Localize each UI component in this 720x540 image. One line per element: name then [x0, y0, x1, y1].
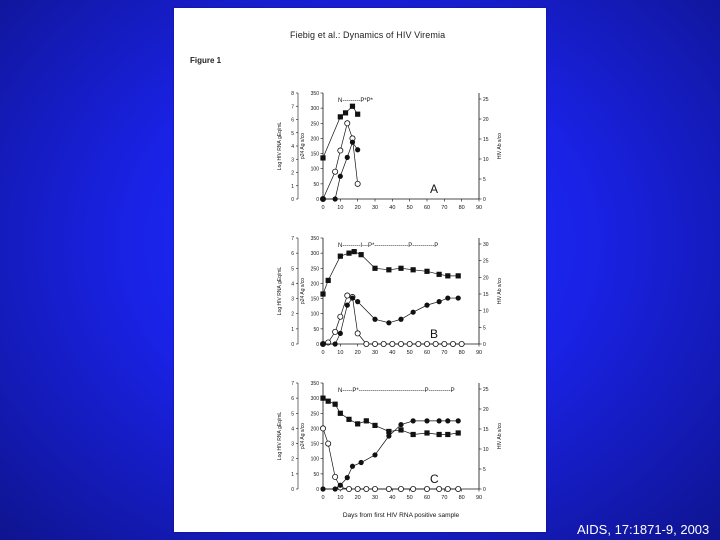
y-left-tick-label-rna: 2 [291, 311, 294, 318]
y-left-tick-label-rna: 3 [291, 157, 294, 164]
data-point-ab [359, 460, 364, 465]
y-right-tick-label: 20 [483, 407, 489, 413]
x-tick-label: 60 [423, 350, 431, 356]
y-label-ab: HIV Ab s/co [497, 132, 503, 160]
y-left-tick-label-p24: 0 [316, 342, 319, 348]
data-point-p24 [346, 486, 351, 491]
data-point-rna [338, 411, 343, 416]
y-left-tick-label-p24: 350 [310, 236, 319, 242]
data-point-rna [364, 418, 369, 423]
data-point-ab [333, 196, 338, 201]
document-header: Fiebig et al.: Dynamics of HIV Viremia [290, 30, 446, 40]
y-left-tick-label-p24: 100 [310, 456, 319, 463]
y-right-tick-label: 15 [483, 292, 489, 298]
data-point-ab [411, 310, 416, 315]
figure-label: Figure 1 [190, 56, 222, 65]
y-left-tick-label-rna: 7 [291, 104, 294, 111]
data-point-rna [326, 278, 331, 283]
y-right-tick-label: 5 [483, 325, 486, 332]
y-left-tick-label-rna: 5 [291, 411, 294, 418]
data-point-rna [338, 114, 343, 119]
figure-1-chart [174, 8, 546, 532]
citation-text: AIDS, 17:1871-9, 2003 [577, 522, 710, 537]
y-label-p24: p24 Ag s/co [300, 132, 306, 160]
y-right-tick-label: 25 [483, 387, 489, 393]
data-point-p24 [364, 341, 369, 346]
y-right-tick-label: 5 [483, 177, 486, 183]
data-point-rna [355, 421, 360, 426]
y-left-tick-label-p24: 0 [316, 197, 319, 203]
data-point-rna [320, 155, 325, 160]
data-point-rna [445, 432, 450, 437]
data-point-rna [326, 399, 331, 404]
y-left-tick-label-rna: 4 [291, 426, 294, 433]
data-point-ab [445, 295, 450, 300]
data-point-rna [333, 402, 338, 407]
data-point-p24 [355, 331, 360, 336]
data-point-rna [346, 417, 351, 422]
panel-annotation: N---------P*P* [338, 98, 373, 104]
x-tick-label: 80 [458, 350, 465, 356]
x-tick-label: 60 [423, 495, 431, 501]
data-point-p24 [386, 486, 391, 491]
data-point-p24 [355, 181, 360, 186]
y-right-tick-label: 30 [483, 242, 489, 248]
data-point-p24 [450, 341, 455, 346]
x-tick-label: 70 [441, 495, 448, 501]
y-right-tick-label: 5 [483, 467, 486, 473]
x-tick-label: 0 [321, 205, 325, 211]
y-right-tick-label: 10 [483, 308, 489, 315]
x-tick-label: 50 [406, 205, 413, 211]
y-label-rna: Log HIV RNA gEq/mL [277, 411, 283, 461]
data-point-ab [456, 295, 461, 300]
data-point-p24 [437, 486, 442, 491]
data-point-rna [386, 267, 391, 272]
y-left-tick-label-p24: 100 [310, 166, 319, 173]
y-left-tick-label-rna: 0 [291, 197, 294, 203]
data-point-p24 [364, 486, 369, 491]
data-point-p24 [326, 441, 331, 446]
data-point-ab [437, 299, 442, 304]
panel-letter: B [430, 327, 439, 341]
y-right-tick-label: 25 [483, 258, 489, 265]
data-point-rna [411, 267, 416, 272]
x-tick-label: 50 [406, 350, 413, 356]
data-point-rna [398, 266, 403, 271]
data-point-rna [437, 432, 442, 437]
x-tick-label: 50 [406, 495, 413, 501]
panel-annotation: N---------I---P*-----------------P-----------P [338, 243, 439, 249]
y-right-tick-label: 15 [483, 427, 489, 433]
data-point-p24 [355, 486, 360, 491]
data-point-rna [424, 269, 429, 274]
data-point-ab [355, 299, 360, 304]
data-point-rna [424, 430, 429, 435]
data-point-p24 [424, 341, 429, 346]
y-right-tick-label: 0 [483, 342, 486, 348]
y-left-tick-label-p24: 300 [310, 396, 319, 403]
x-tick-label: 40 [389, 205, 396, 211]
data-point-ab [456, 418, 461, 423]
y-label-p24: p24 Ag s/co [300, 277, 306, 305]
y-left-tick-label-rna: 1 [291, 326, 294, 333]
data-point-p24 [390, 341, 395, 346]
data-point-ab [338, 483, 343, 488]
y-left-tick-label-p24: 50 [313, 471, 319, 478]
data-point-p24 [372, 486, 377, 491]
x-tick-label: 90 [475, 350, 483, 356]
data-point-rna [445, 273, 450, 278]
y-left-tick-label-rna: 3 [291, 296, 294, 303]
data-point-ab [338, 331, 343, 336]
y-left-tick-label-rna: 5 [291, 130, 294, 137]
data-point-p24 [416, 341, 421, 346]
y-left-tick-label-rna: 7 [291, 236, 294, 242]
document-page [174, 8, 546, 532]
data-point-rna [346, 251, 351, 256]
y-left-tick-label-p24: 250 [310, 266, 319, 273]
y-left-tick-label-rna: 7 [291, 381, 294, 387]
y-left-tick-label-rna: 5 [291, 266, 294, 273]
x-tick-label: 60 [423, 205, 431, 211]
data-point-ab [445, 418, 450, 423]
y-left-tick-label-p24: 250 [310, 121, 319, 128]
y-left-tick-label-p24: 150 [310, 441, 319, 448]
data-point-p24 [338, 148, 343, 153]
y-left-tick-label-p24: 300 [310, 106, 319, 113]
data-point-ab [398, 422, 403, 427]
x-axis-label: Days from first HIV RNA positive sample [342, 512, 460, 519]
y-left-tick-label-rna: 0 [291, 487, 294, 493]
data-point-rna [437, 272, 442, 277]
data-point-p24 [333, 329, 338, 334]
data-point-p24 [333, 169, 338, 174]
data-point-p24 [345, 121, 350, 126]
y-left-tick-label-rna: 6 [291, 251, 294, 258]
data-point-rna [320, 396, 325, 401]
y-label-ab: HIV Ab s/co [497, 422, 503, 450]
x-tick-label: 90 [475, 495, 483, 501]
panel-letter: C [430, 472, 439, 486]
x-tick-label: 20 [354, 350, 361, 356]
x-tick-label: 80 [458, 495, 465, 501]
series-line-p24-ag [323, 123, 358, 199]
y-left-tick-label-rna: 6 [291, 396, 294, 403]
x-tick-label: 90 [475, 205, 483, 211]
panel-annotation: N-----P*---------------------------------P-----------P [338, 388, 455, 394]
data-point-rna [355, 112, 360, 117]
data-point-rna [350, 104, 355, 109]
y-left-tick-label-p24: 50 [313, 181, 319, 188]
data-point-ab [437, 418, 442, 423]
x-tick-label: 20 [354, 205, 361, 211]
y-right-tick-label: 0 [483, 197, 486, 203]
data-point-p24 [456, 486, 461, 491]
y-left-tick-label-p24: 200 [310, 136, 319, 143]
y-left-tick-label-rna: 8 [291, 91, 294, 97]
data-point-ab [424, 303, 429, 308]
data-point-ab [320, 196, 325, 201]
x-tick-label: 10 [337, 205, 344, 211]
y-left-tick-label-rna: 1 [291, 471, 294, 478]
data-point-ab [372, 452, 377, 457]
y-left-tick-label-rna: 0 [291, 342, 294, 348]
x-tick-label: 0 [321, 495, 325, 501]
x-tick-label: 70 [441, 205, 448, 211]
y-left-tick-label-p24: 250 [310, 411, 319, 418]
data-point-ab [345, 303, 350, 308]
data-point-rna [456, 273, 461, 278]
y-left-tick-label-rna: 2 [291, 170, 294, 177]
panel-letter: A [430, 182, 439, 196]
data-point-rna [338, 254, 343, 259]
x-tick-label: 10 [337, 350, 344, 356]
data-point-rna [320, 291, 325, 296]
x-tick-label: 80 [458, 205, 465, 211]
y-left-tick-label-p24: 150 [310, 296, 319, 303]
y-left-tick-label-rna: 4 [291, 144, 294, 150]
data-point-p24 [433, 341, 438, 346]
data-point-rna [343, 110, 348, 115]
y-label-ab: HIV Ab s/co [497, 277, 503, 305]
data-point-p24 [372, 341, 377, 346]
x-tick-label: 40 [389, 495, 396, 501]
y-left-tick-label-p24: 50 [313, 326, 319, 333]
data-point-rna [398, 427, 403, 432]
data-point-rna [456, 430, 461, 435]
y-left-tick-label-p24: 150 [310, 151, 319, 158]
data-point-ab [345, 155, 350, 160]
x-tick-label: 0 [321, 350, 325, 356]
data-point-p24 [320, 426, 325, 431]
data-point-p24 [407, 341, 412, 346]
data-point-ab [386, 433, 391, 438]
y-left-tick-label-rna: 6 [291, 117, 294, 124]
y-left-tick-label-p24: 100 [310, 311, 319, 318]
y-right-tick-label: 25 [483, 97, 489, 103]
y-left-tick-label-p24: 350 [310, 381, 319, 387]
data-point-ab [320, 486, 325, 491]
data-point-p24 [338, 314, 343, 319]
y-left-tick-label-p24: 300 [310, 251, 319, 258]
data-point-p24 [398, 486, 403, 491]
data-point-rna [411, 432, 416, 437]
y-left-tick-label-p24: 0 [316, 487, 319, 493]
data-point-p24 [442, 341, 447, 346]
data-point-rna [372, 266, 377, 271]
y-left-tick-label-rna: 2 [291, 456, 294, 463]
data-point-ab [333, 486, 338, 491]
data-point-p24 [411, 486, 416, 491]
x-tick-label: 40 [389, 350, 396, 356]
y-label-p24: p24 Ag s/co [300, 422, 306, 450]
y-left-tick-label-rna: 1 [291, 183, 294, 190]
data-point-ab [398, 317, 403, 322]
y-right-tick-label: 15 [483, 137, 489, 143]
data-point-ab [345, 475, 350, 480]
x-tick-label: 20 [354, 495, 361, 501]
data-point-ab [320, 341, 325, 346]
y-left-tick-label-p24: 200 [310, 426, 319, 433]
data-point-ab [350, 140, 355, 145]
data-point-ab [372, 317, 377, 322]
data-point-p24 [459, 341, 464, 346]
y-left-tick-label-p24: 200 [310, 281, 319, 288]
x-tick-label: 70 [441, 350, 448, 356]
data-point-p24 [333, 474, 338, 479]
data-point-rna [386, 429, 391, 434]
y-right-tick-label: 20 [483, 275, 489, 282]
y-right-tick-label: 10 [483, 157, 489, 163]
data-point-ab [355, 147, 360, 152]
data-point-p24 [398, 341, 403, 346]
y-left-tick-label-rna: 4 [291, 281, 294, 288]
data-point-ab [338, 174, 343, 179]
x-tick-label: 30 [371, 495, 379, 501]
x-tick-label: 10 [337, 495, 344, 501]
x-tick-label: 30 [371, 205, 379, 211]
data-point-ab [386, 320, 391, 325]
data-point-rna [372, 423, 377, 428]
y-right-tick-label: 10 [483, 447, 489, 453]
y-left-tick-label-rna: 3 [291, 441, 294, 448]
y-label-rna: Log HIV RNA gEq/mL [277, 266, 283, 316]
y-label-rna: Log HIV RNA gEq/mL [277, 121, 283, 171]
data-point-ab [333, 341, 338, 346]
data-point-ab [350, 464, 355, 469]
data-point-rna [352, 249, 357, 254]
data-point-p24 [445, 486, 450, 491]
data-point-p24 [424, 486, 429, 491]
y-right-tick-label: 0 [483, 487, 486, 493]
data-point-rna [359, 252, 364, 257]
data-point-ab [424, 418, 429, 423]
y-left-tick-label-p24: 350 [310, 91, 319, 97]
x-tick-label: 30 [371, 350, 379, 356]
data-point-ab [350, 295, 355, 300]
data-point-ab [411, 418, 416, 423]
data-point-p24 [381, 341, 386, 346]
y-right-tick-label: 20 [483, 117, 489, 123]
data-point-p24 [345, 293, 350, 298]
